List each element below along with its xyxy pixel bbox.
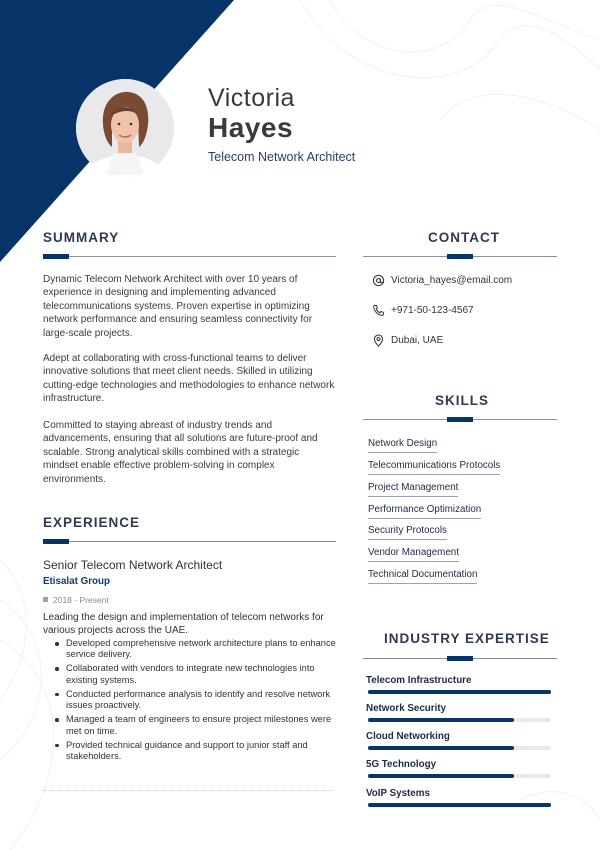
expertise-bar-fill [368, 746, 514, 750]
experience-intro: Leading the design and implementation of telecom networks for various projects across the UAE. [43, 612, 324, 636]
skill-tag: Security Protocols [368, 525, 447, 540]
skill-tag: Telecommunications Protocols [368, 460, 500, 475]
contact-location [372, 332, 443, 348]
experience-company: Etisalat Group [43, 576, 110, 587]
expertise-label: Cloud Networking [366, 731, 450, 742]
portrait-illustration [76, 79, 174, 177]
expertise-bar-track [368, 774, 551, 778]
contact-phone[interactable] [372, 302, 474, 318]
at-sign-icon [372, 274, 385, 287]
skill-tag: Project Management [368, 482, 458, 497]
map-pin-icon [372, 334, 385, 347]
last-name: Hayes [208, 112, 294, 143]
skill-tag: Vendor Management [368, 547, 459, 562]
experience-role: Senior Telecom Network Architect [43, 558, 223, 572]
summary-rule [43, 256, 336, 257]
summary-paragraph-1: Dynamic Telecom Network Architect with over 10 years of experience in designing and implementing advanced telecommunications systems. Proven expertise in optimizing network performance and ensuring seamless connectivity for large-scale projects. [43, 274, 313, 339]
list-item: Managed a team of engineers to ensure project milestones were met on time. [66, 714, 336, 737]
skill-tag: Technical Documentation [368, 569, 477, 584]
expertise-bar-fill [368, 774, 514, 778]
job-title: Telecom Network Architect [208, 150, 356, 164]
experience-heading: EXPERIENCE [43, 515, 141, 530]
expertise-rule-accent [447, 656, 473, 661]
summary-rule-accent [43, 254, 69, 259]
experience-end-divider [43, 790, 333, 791]
expertise-bar-fill [368, 690, 551, 694]
expertise-bar-track [368, 746, 551, 750]
list-item: Conducted performance analysis to identify and resolve network issues proactively. [66, 689, 336, 712]
skill-tag: Network Design [368, 438, 437, 453]
list-item: Collaborated with vendors to integrate new technologies into existing systems. [66, 663, 336, 686]
experience-bullets [66, 638, 336, 765]
contact-heading: CONTACT [428, 230, 500, 245]
expertise-label: 5G Technology [366, 759, 437, 770]
list-item: Provided technical guidance and support to junior staff and stakeholders. [66, 740, 336, 763]
expertise-label: VoIP Systems [366, 788, 430, 799]
profile-photo [76, 79, 174, 177]
summary-heading: SUMMARY [43, 230, 120, 245]
location-text: Dubai, UAE [391, 334, 444, 346]
expertise-label: Telecom Infrastructure [366, 675, 472, 686]
expertise-bar-track [368, 718, 551, 722]
date-marker [43, 597, 48, 602]
experience-dates: 2018 - Present [53, 595, 109, 605]
email-text: Victoria_hayes@email.com [391, 274, 513, 286]
industry-expertise-heading: INDUSTRY EXPERTISE [384, 631, 550, 646]
skills-rule-accent [447, 417, 473, 422]
summary-paragraph-3: Committed to staying abreast of industry trends and advancements, ensuring that all solutions are future-proof and scalable. Strong analytical skills combined with a strategic mindset enable effective problem-solving in complex environments. [43, 420, 318, 485]
expertise-label: Network Security [366, 703, 447, 714]
expertise-bar-fill [368, 803, 551, 807]
experience-rule-accent [43, 539, 69, 544]
summary-paragraph-2: Adept at collaborating with cross-functional teams to deliver innovative solutions that meet client needs. Skilled in utilizing cutting-edge technologies and methodologies to enhance network infrastructure. [43, 353, 335, 405]
expertise-bar-fill [368, 718, 514, 722]
first-name: Victoria [208, 84, 295, 112]
skill-tag: Performance Optimization [368, 504, 481, 519]
skills-heading: SKILLS [435, 393, 490, 408]
phone-text: +971-50-123-4567 [391, 304, 474, 316]
list-item: Developed comprehensive network architecture plans to enhance service delivery. [66, 638, 336, 660]
contact-rule-accent [447, 254, 473, 259]
contact-email[interactable] [372, 272, 512, 288]
expertise-bar-track [368, 803, 551, 807]
expertise-bar-track [368, 690, 551, 694]
experience-rule [43, 541, 336, 542]
phone-icon [372, 304, 385, 317]
